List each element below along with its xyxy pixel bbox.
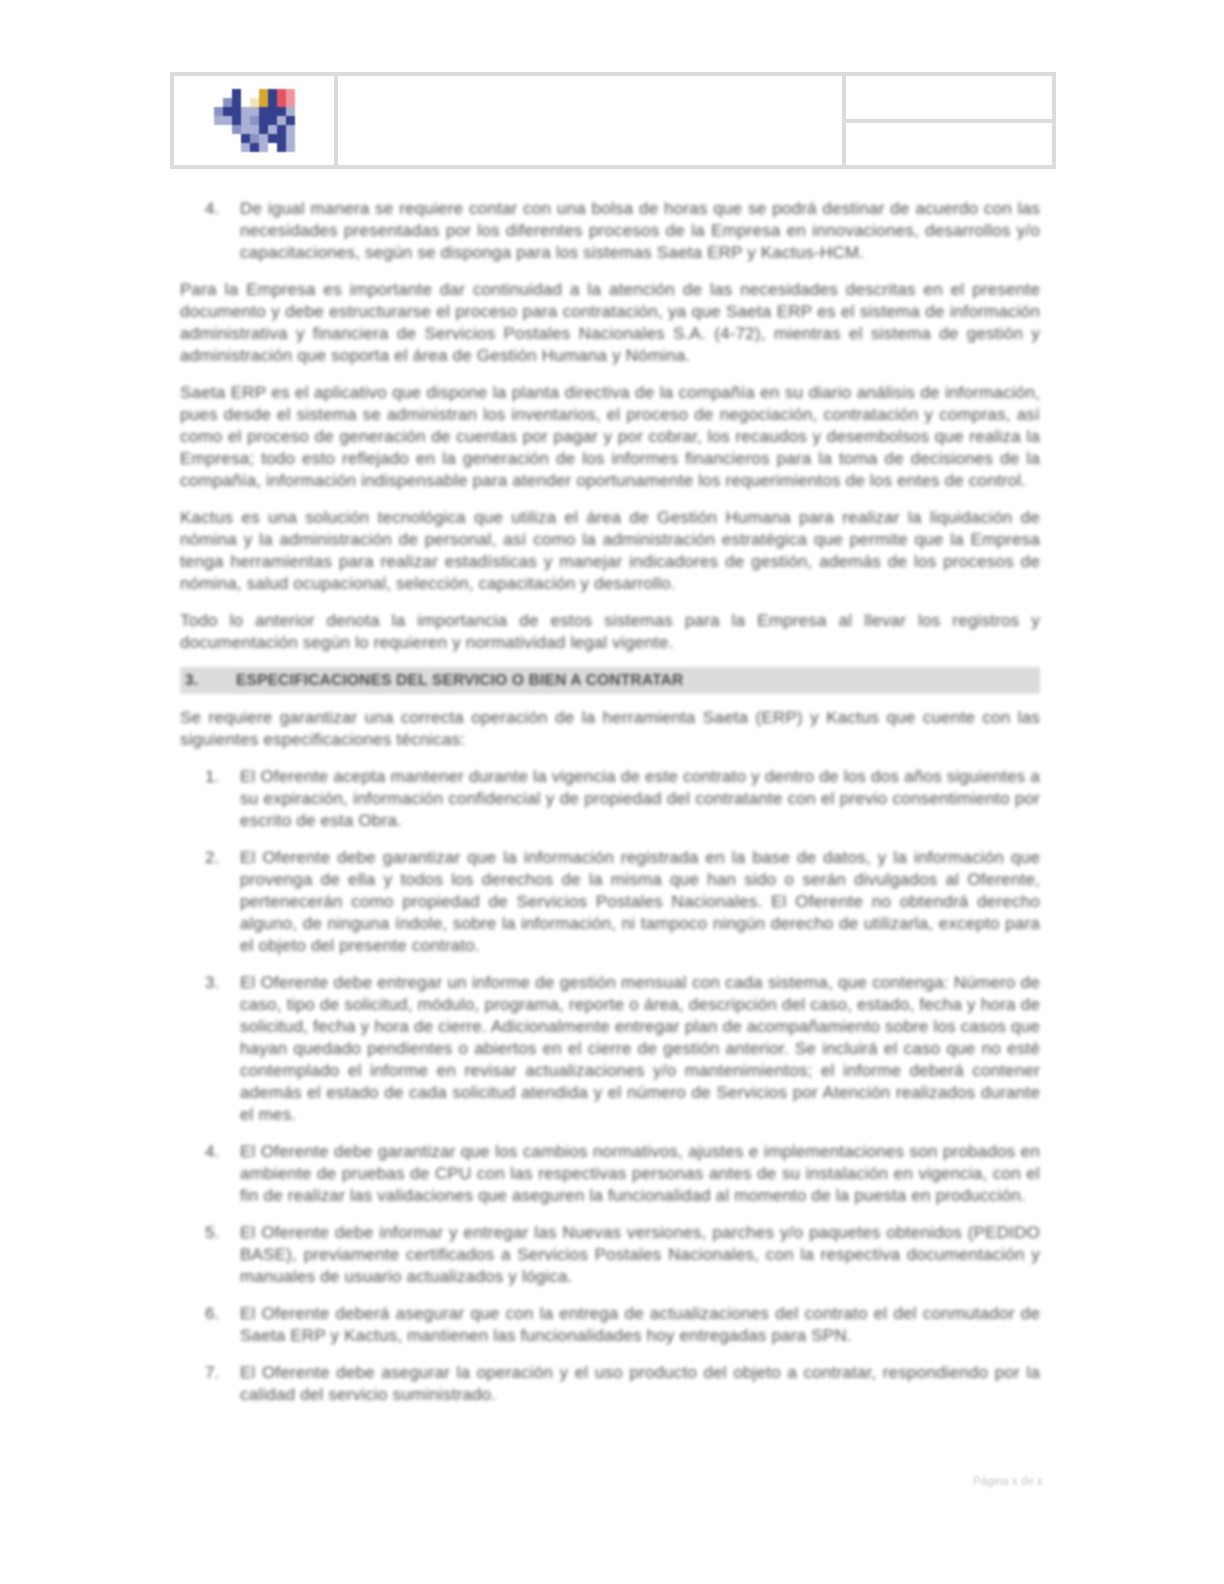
list-item-number: 4. [205,1142,220,1161]
paragraph: Saeta ERP es el aplicativo que dispone la planta directiva de la compañía en su diario análisis de información, pues desde el sistema se administran los inventarios, el proceso de negociación, contratación y compras, así como el proceso de generación de cuentas por pagar y por cobrar, los recaudos y desembolsos que realiza la Empresa; todo esto reflejado en la generación de los informes financieros para la toma de decisiones de la compañía, información indispensable para atender oportunamente los requerimientos de los entes de control. [180,383,1040,490]
paragraph: Para la Empresa es importante dar continuidad a la atención de las necesidades descritas en el presente documento y debe estructurarse el proceso para contratación, ya que Saeta ERP es el sistema de información administrativa y financiera de Servicios Postales Nacionales S.A. (4-72), mientras el sistema de gestión y administración que soporta el área de Gestión Humana y Nómina. [180,280,1040,365]
section-number: 3. [185,671,199,689]
header-right-bottom-cell [846,123,1052,166]
section-heading [180,667,1040,694]
document-body [180,198,1040,1421]
company-logo-4-72-icon [214,89,295,152]
header-table [170,72,1056,169]
list-item [180,1141,1040,1207]
list-item-number: 3. [205,973,220,992]
list-item [180,766,1040,832]
list-item-text: De igual manera se requiere contar con una bolsa de horas que se podrá destinar de acuerdo con las necesidades presentadas por los diferentes procesos de la Empresa en innovaciones, desarrollos y/o capacitaciones, según se disponga para los sistemas Saeta ERP y Kactus-HCM. [240,199,1040,262]
logo-cell [174,76,334,165]
list-item-text: El Oferente debe entregar un informe de gestión mensual con cada sistema, que contenga: Número de caso, tipo de solicitud, módulo, programa, reporte o área, descripción del caso, estado, fecha y hora de solicitud, fecha y hora de cierre. Adicionalmente entregar plan de acompañamiento sobre los casos que hayan quedado pendientes o abiertos en el cierre de gestión anterior. Se incluirá el caso que no esté contemplado el informe en revisar actualizaciones y/o mantenimientos; el informe deberá contener además el estado de cada solicitud atendida y el número de Servicios por Atención realizados durante el mes. [240,973,1040,1124]
list-item [180,1362,1040,1406]
list-item-text: El Oferente acepta mantener durante la vigencia de este contrato y dentro de los dos años siguientes a su expiración, información confidencial y de propiedad del contratante con el previo consentimiento por escrito de esta Obra. [240,767,1040,830]
list-item-number: 1. [205,767,220,786]
list-item-text: El Oferente debe informar y entregar las Nuevas versiones, parches y/o paquetes obtenidos (PEDIDO BASE), previamente certificados a Servicios Postales Nacionales, con la respectiva documentación y manuales de usuario actualizados y lógica. [240,1223,1040,1286]
section-intro: Se requiere garantizar una correcta operación de la herramienta Saeta (ERP) y Kactus que cuente con las siguientes especificaciones técnicas: [180,708,1040,749]
list-item-text: El Oferente debe garantizar que los cambios normativos, ajustes e implementaciones son probados en ambiente de pruebas de CPU con las respectivas personas antes de su instalación en vigencia, con el fin de realizar las validaciones que aseguren la funcionalidad al momento de la puesta en producción. [240,1142,1040,1205]
list-item-number: 7. [205,1363,220,1382]
list-item-text: El Oferente debe asegurar la operación y el uso producto del objeto a contratar, respondiendo por la calidad del servicio suministrado. [240,1363,1040,1404]
section-title: ESPECIFICACIONES DEL SERVICIO O BIEN A CONTRATAR [236,671,684,689]
page-number: Página x de x [973,1476,1043,1488]
list-item [180,972,1040,1126]
list-item [180,847,1040,957]
list-item [180,1303,1040,1347]
list-item-number: 4. [205,199,220,218]
continued-list-item [180,198,1040,264]
list-item-text: El Oferente debe garantizar que la información registrada en la base de datos, y la información que provenga de ella y todos los derechos de la misma que han sido o serán divulgados al Oferente, pertenecerán como propiedad de Servicios Postales Nacionales. El Oferente no obtendrá derecho alguno, de ninguna índole, sobre la información, ni tampoco ningún derecho de utilizarla, excepto para el objeto del presente contrato. [240,848,1040,955]
paragraph: Kactus es una solución tecnológica que utiliza el área de Gestión Humana para realizar la liquidación de nómina y la administración de personal, así como la administración estratégica que permite que la Empresa tenga herramientas para realizar estadísticas y manejar indicadores de gestión, además de los procesos de nómina, salud ocupacional, selección, capacitación y desarrollo. [180,508,1040,593]
list-item-number: 6. [205,1304,220,1323]
header-title-cell [338,76,842,165]
header-right-top-cell [846,76,1052,119]
list-item-number: 5. [205,1223,220,1242]
paragraph: Todo lo anterior denota la importancia de estos sistemas para la Empresa al llevar los registros y documentación según lo requieren y normatividad legal vigente. [180,611,1040,652]
list-item-number: 2. [205,848,220,867]
list-item-text: El Oferente deberá asegurar que con la entrega de actualizaciones del contrato el del conmutador de Saeta ERP y Kactus, mantienen las funcionalidades hoy entregadas para SPN. [240,1304,1040,1345]
list-item [180,1222,1040,1288]
